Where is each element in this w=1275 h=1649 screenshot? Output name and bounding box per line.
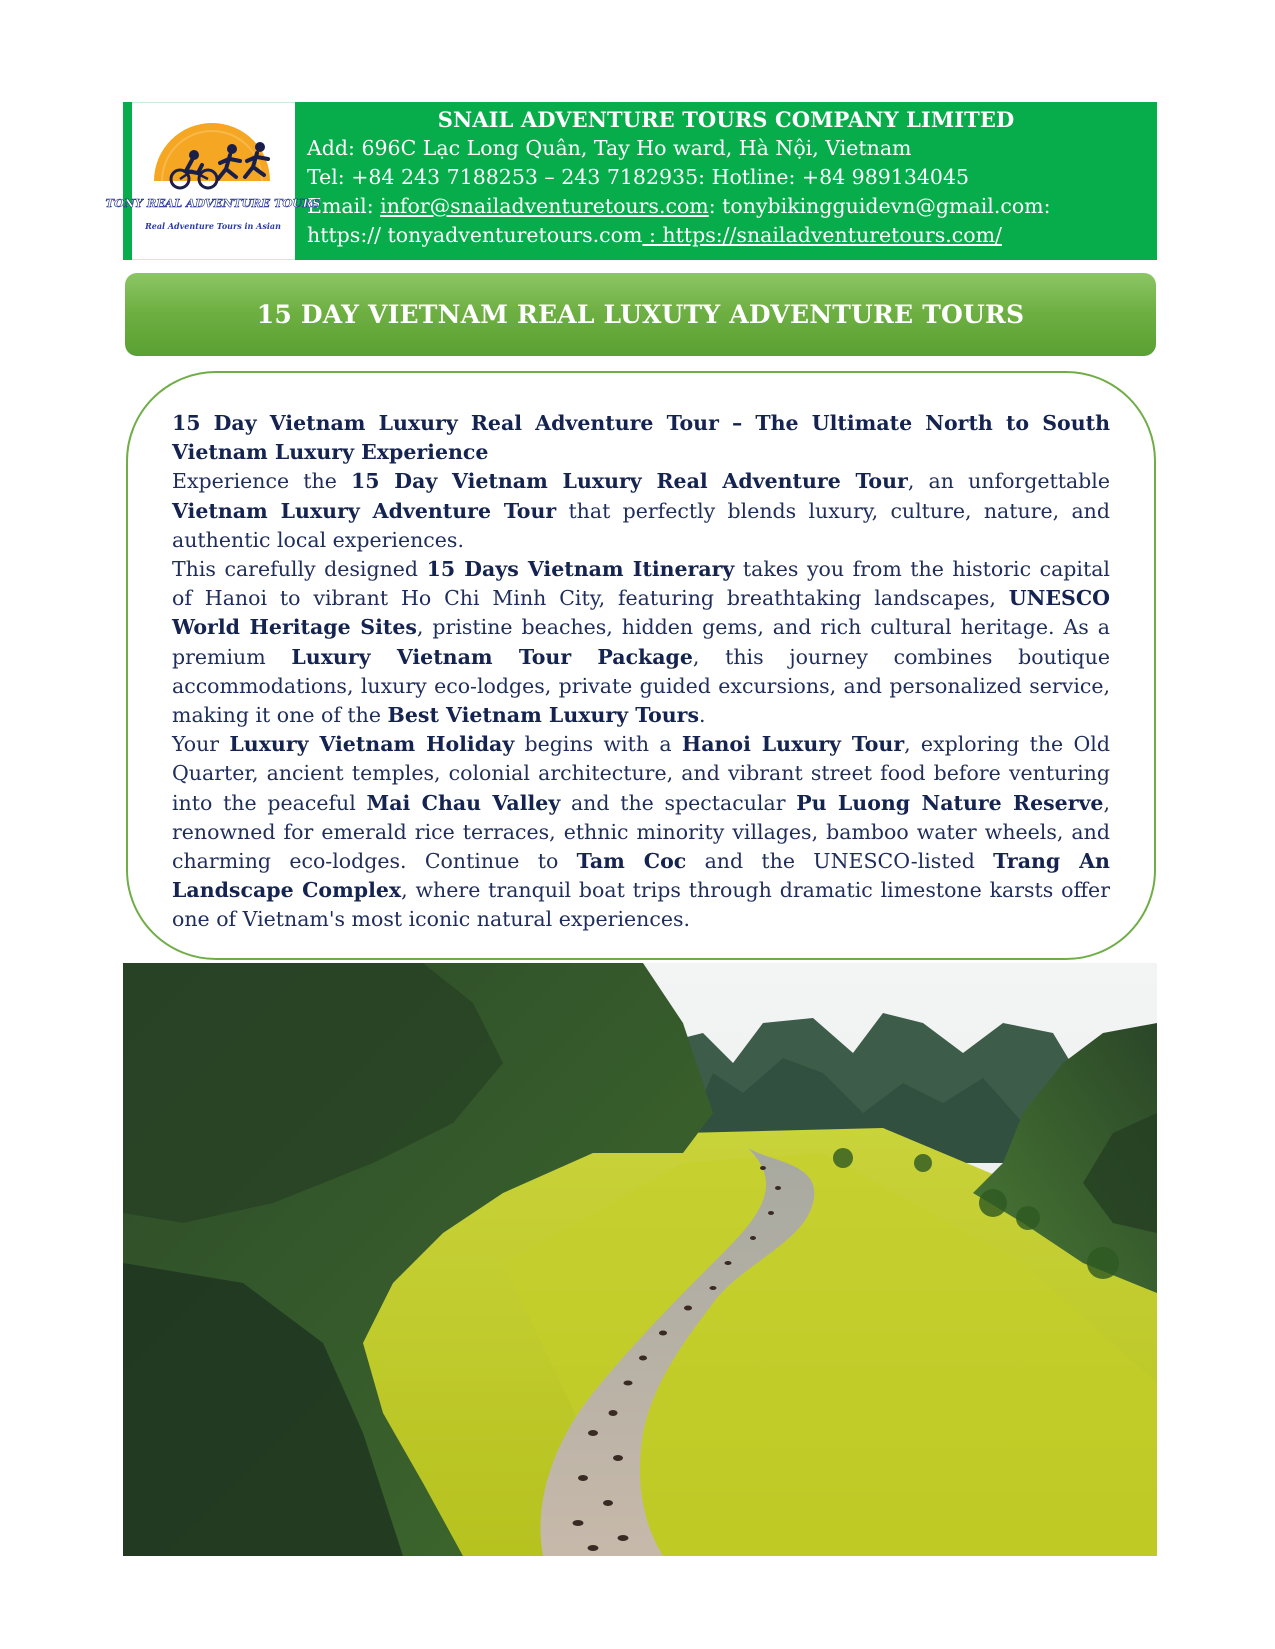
text-run: , pristine beaches, hidden gems, and rich cultural heritage. As a premium bbox=[172, 615, 1110, 669]
text-run: and the UNESCO-listed bbox=[686, 849, 994, 874]
text-run: Your bbox=[172, 732, 230, 757]
bold-run: Pu Luong Nature Reserve bbox=[796, 790, 1104, 815]
email-secondary: : tonybikingguidevn@gmail.com: bbox=[708, 194, 1051, 218]
bold-run: 15 Day Vietnam Luxury Real Adventure Tour bbox=[350, 469, 908, 494]
text-run: , renowned for emerald rice terraces, ethnic minority villages, bamboo water wheels, and charming eco-lodges. Continue to bbox=[172, 790, 1111, 874]
text-run: that perfectly blends luxury, culture, nature, and authentic local experiences. bbox=[172, 498, 1110, 552]
aerial-valley-photo bbox=[123, 963, 1157, 1556]
header-accent-bar bbox=[123, 102, 132, 260]
intro-paragraph-1 bbox=[172, 467, 1110, 555]
river-valley-karst-image bbox=[123, 963, 1157, 1556]
bold-run: Vietnam Luxury Adventure Tour bbox=[172, 498, 557, 523]
company-address: Add: 696C Lạc Long Quân, Tay Ho ward, Hà Nội, Vietnam bbox=[307, 136, 912, 160]
company-header bbox=[105, 102, 1157, 260]
company-phone: Tel: +84 243 7188253 – 243 7182935: Hotline: +84 989134045 bbox=[307, 165, 970, 189]
company-email-line bbox=[307, 192, 1145, 221]
page-title: 15 DAY VIETNAM REAL LUXUTY ADVENTURE TOURS bbox=[256, 300, 1025, 329]
intro-heading-text: 15 Day Vietnam Luxury Real Adventure Tour – The Ultimate North to South Vietnam Luxury Experience bbox=[172, 411, 1110, 465]
email-link[interactable]: infor@snailadventuretours.com bbox=[380, 194, 709, 218]
text-run: , exploring the Old Quarter, ancient temples, colonial architecture, and vibrant street food before venturing into the peaceful bbox=[172, 732, 1110, 815]
text-run: , where tranquil boat trips through dramatic limestone karsts offer one of Vietnam's most iconic natural experiences. bbox=[172, 878, 1110, 932]
text-run: , this journey combines boutique accommodations, luxury eco-lodges, private guided excursions, and personalized service, making it one of the bbox=[172, 644, 1110, 728]
bold-run: UNESCO World Heritage Sites bbox=[172, 586, 1110, 640]
tour-intro-box bbox=[126, 371, 1156, 960]
bold-run: Tam Coc bbox=[576, 849, 687, 874]
svg-text:Real Adventure Tours in Asian: Real Adventure Tours in Asian bbox=[145, 221, 281, 231]
bold-run: Mai Chau Valley bbox=[366, 790, 561, 815]
bold-run: Luxury Vietnam Holiday bbox=[229, 732, 515, 757]
website-link-tony[interactable]: https:// tonyadventuretours.com bbox=[307, 223, 643, 247]
tour-title-banner bbox=[125, 273, 1156, 356]
bold-run: Trang An Landscape Complex bbox=[172, 849, 1110, 903]
text-run: Experience the bbox=[172, 469, 351, 494]
tour-intro-text bbox=[172, 409, 1110, 949]
text-run: and the spectacular bbox=[560, 790, 797, 815]
company-contact-info bbox=[295, 102, 1157, 260]
website-link-snail[interactable]: https://snailadventuretours.com/ bbox=[662, 223, 1002, 247]
company-name: SNAIL ADVENTURE TOURS COMPANY LIMITED bbox=[437, 107, 1015, 132]
bold-run: Hanoi Luxury Tour bbox=[681, 732, 905, 757]
text-run: takes you from the historic capital of Hanoi to vibrant Ho Chi Minh City, featuring breathtaking landscapes, bbox=[172, 557, 1110, 611]
company-website-line bbox=[307, 221, 1145, 250]
company-logo bbox=[105, 102, 321, 260]
text-run: begins with a bbox=[514, 732, 682, 757]
text-run: , an unforgettable bbox=[907, 469, 1110, 494]
intro-paragraph-2 bbox=[172, 555, 1110, 730]
bold-run: 15 Days Vietnam Itinerary bbox=[426, 557, 735, 582]
website-separator: : bbox=[642, 223, 663, 247]
intro-heading bbox=[172, 409, 1110, 467]
cyclist-runner-sun-logo-icon bbox=[105, 103, 321, 261]
svg-text:TONY REAL ADVENTURE TOURS: TONY REAL ADVENTURE TOURS bbox=[105, 196, 321, 210]
text-run: . bbox=[699, 703, 706, 728]
email-label: Email: bbox=[307, 194, 381, 218]
text-run: This carefully designed bbox=[172, 557, 427, 582]
bold-run: Luxury Vietnam Tour Package bbox=[291, 644, 693, 669]
bold-run: Best Vietnam Luxury Tours bbox=[387, 703, 700, 728]
intro-paragraph-3 bbox=[172, 730, 1110, 934]
